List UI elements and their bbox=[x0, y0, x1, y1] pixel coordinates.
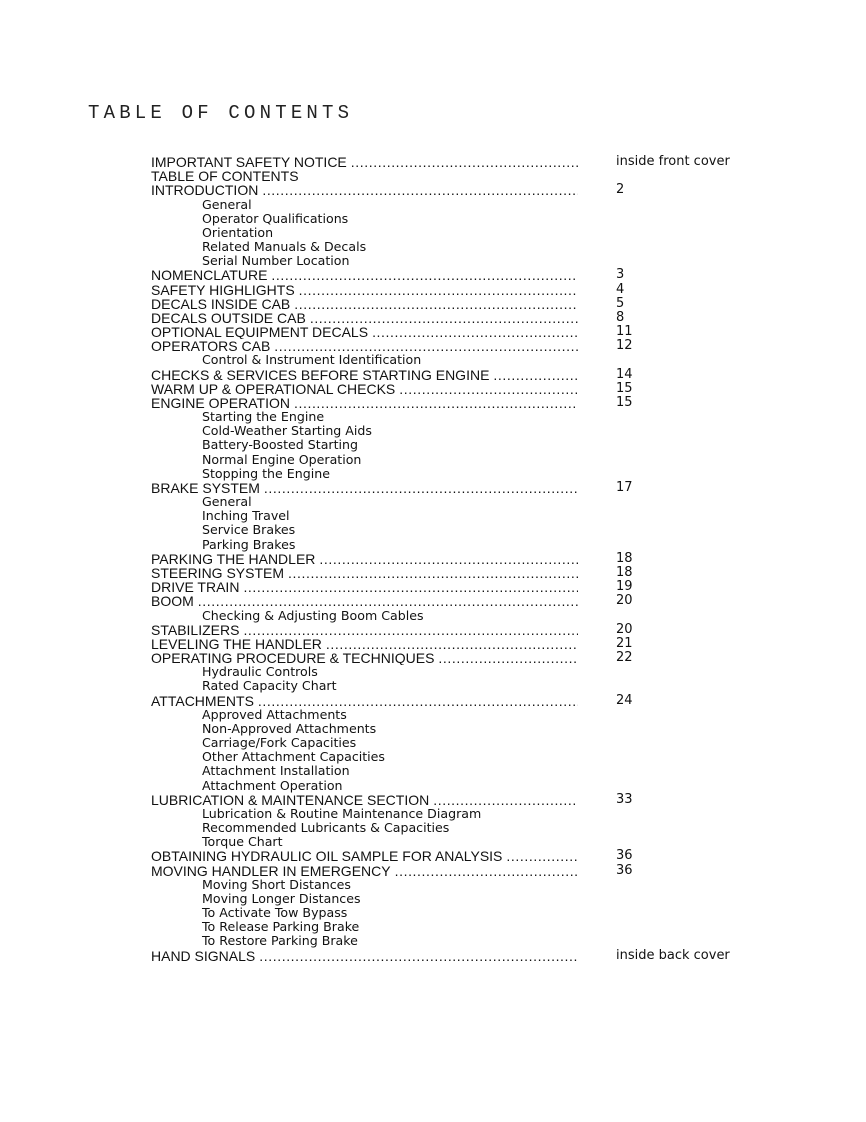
dot-leader bbox=[319, 552, 578, 566]
toc-entry-page: 21 bbox=[616, 635, 633, 651]
dot-leader bbox=[399, 382, 578, 396]
toc-entry-leader bbox=[151, 623, 578, 637]
toc-subentry: Normal Engine Operation bbox=[202, 451, 362, 467]
toc-entry bbox=[151, 580, 771, 594]
toc-entry-leader bbox=[151, 311, 578, 325]
toc-subentry: Attachment Installation bbox=[202, 763, 350, 779]
toc-entry bbox=[151, 382, 771, 396]
toc-subentry: Related Manuals & Decals bbox=[202, 239, 367, 255]
toc-entry-page: 33 bbox=[616, 791, 633, 807]
dot-leader bbox=[259, 949, 578, 963]
toc-subentry: General bbox=[202, 494, 252, 510]
toc-entry bbox=[151, 311, 771, 325]
toc-entry bbox=[151, 849, 771, 863]
toc-entry-leader bbox=[151, 552, 578, 566]
toc-entry bbox=[151, 552, 771, 566]
toc-entry-label: LUBRICATION & MAINTENANCE SECTION bbox=[151, 792, 430, 807]
toc-entry bbox=[151, 155, 771, 169]
toc-entry-label: PARKING THE HANDLER bbox=[151, 551, 316, 566]
toc-entry-leader bbox=[151, 183, 578, 197]
toc-entry bbox=[151, 651, 771, 665]
toc-entry-leader bbox=[151, 637, 578, 651]
toc-subentry: Attachment Operation bbox=[202, 777, 343, 793]
toc-entry-label: DECALS OUTSIDE CAB bbox=[151, 310, 306, 326]
toc-subentry: Other Attachment Capacities bbox=[202, 749, 385, 765]
toc-entry-label: STEERING SYSTEM bbox=[151, 565, 285, 581]
dot-leader bbox=[258, 694, 578, 708]
toc-subentry: Operator Qualifications bbox=[202, 210, 349, 226]
toc-entry bbox=[151, 793, 771, 807]
toc-subentry: Moving Longer Distances bbox=[202, 890, 361, 906]
toc-subentry: Orientation bbox=[202, 224, 274, 240]
toc-entry-label: OPERATORS CAB bbox=[151, 339, 271, 354]
toc-subentry: Recommended Lubricants & Capacities bbox=[202, 820, 450, 836]
toc-subentry: To Activate Tow Bypass bbox=[202, 905, 348, 921]
toc-entry-page: 22 bbox=[616, 650, 633, 666]
toc-entry-label: ATTACHMENTS bbox=[151, 693, 254, 708]
toc-subentry: Cold-Weather Starting Aids bbox=[202, 423, 372, 439]
toc-entry-leader bbox=[151, 155, 578, 169]
toc-entry-page: 36 bbox=[616, 862, 633, 878]
toc-entry bbox=[151, 339, 771, 353]
toc-entry-leader bbox=[151, 325, 578, 339]
toc-entry-label: MOVING HANDLER IN EMERGENCY bbox=[151, 863, 391, 878]
toc-entry-leader bbox=[151, 169, 578, 183]
toc-entry-label: INTRODUCTION bbox=[151, 183, 259, 198]
toc-entry bbox=[151, 368, 771, 382]
toc-entry-leader bbox=[151, 566, 578, 580]
toc-entry-label: STABILIZERS bbox=[151, 622, 240, 637]
toc-entry-label: HAND SIGNALS bbox=[151, 948, 256, 963]
toc-subentry: To Release Parking Brake bbox=[202, 919, 360, 935]
toc-entry-leader bbox=[151, 396, 578, 410]
toc-entry-leader bbox=[151, 651, 578, 665]
toc-subentry: Moving Short Distances bbox=[202, 876, 351, 892]
toc-entry-leader bbox=[151, 864, 578, 878]
toc-entry-page: 11 bbox=[616, 324, 633, 340]
toc-entry-page: 5 bbox=[616, 295, 625, 311]
toc-entry bbox=[151, 637, 771, 651]
toc-entry-page: 20 bbox=[616, 621, 633, 637]
toc-entry-label: ENGINE OPERATION bbox=[151, 395, 290, 411]
toc-entry-page: 20 bbox=[616, 593, 633, 609]
toc-entry-page: 2 bbox=[616, 182, 625, 198]
toc-entry-label: OPERATING PROCEDURE & TECHNIQUES bbox=[151, 651, 435, 666]
toc-subentry: Battery-Boosted Starting bbox=[202, 437, 359, 453]
toc-entry-label: CHECKS & SERVICES BEFORE STARTING ENGINE bbox=[151, 367, 490, 382]
toc-entry-page: 15 bbox=[616, 394, 633, 410]
toc-entry-leader bbox=[151, 481, 578, 495]
toc-entry-page: 18 bbox=[616, 564, 633, 580]
toc-entry-page: 15 bbox=[616, 380, 633, 396]
toc-entry-page: 19 bbox=[616, 579, 633, 595]
page-title: TABLE OF CONTENTS bbox=[88, 102, 354, 124]
toc-entry-leader bbox=[151, 949, 578, 963]
toc-entry bbox=[151, 864, 771, 878]
toc-subentry: Carriage/Fork Capacities bbox=[202, 735, 357, 751]
toc-entry-leader bbox=[151, 580, 578, 594]
toc-entry-leader bbox=[151, 268, 578, 282]
toc-subentry: Lubrication & Routine Maintenance Diagram bbox=[202, 805, 482, 821]
toc-entry-label: DECALS INSIDE CAB bbox=[151, 296, 291, 311]
dot-leader bbox=[271, 268, 578, 282]
toc-subentry: Control & Instrument Identification bbox=[202, 352, 422, 368]
dot-leader bbox=[243, 580, 578, 594]
toc-entry-leader bbox=[151, 793, 578, 807]
toc-subentry: Torque Chart bbox=[202, 834, 283, 850]
toc-subentry: Service Brakes bbox=[202, 522, 296, 538]
dot-leader bbox=[262, 183, 578, 197]
toc-entry-label: BOOM bbox=[151, 594, 194, 609]
toc-entry-leader bbox=[151, 849, 578, 863]
dot-leader bbox=[433, 793, 578, 807]
toc-entry-page: 12 bbox=[616, 338, 633, 354]
toc-entry-page: inside back cover bbox=[616, 947, 730, 963]
dot-leader bbox=[264, 481, 578, 495]
dot-leader bbox=[294, 396, 578, 410]
toc-entry-leader bbox=[151, 339, 578, 353]
dot-leader bbox=[274, 339, 578, 353]
toc-entry-page: 4 bbox=[616, 281, 625, 297]
toc-entry-page: 14 bbox=[616, 366, 633, 382]
toc-subentry: Parking Brakes bbox=[202, 536, 296, 552]
toc-entry bbox=[151, 949, 771, 963]
dot-leader bbox=[351, 155, 578, 169]
dot-leader bbox=[372, 325, 578, 339]
toc-entry-label: IMPORTANT SAFETY NOTICE bbox=[151, 155, 347, 170]
toc-subentry: Starting the Engine bbox=[202, 409, 325, 425]
dot-leader bbox=[243, 623, 578, 637]
toc-entry-label: OPTIONAL EQUIPMENT DECALS bbox=[151, 325, 369, 340]
toc-entry-label: BRAKE SYSTEM bbox=[151, 480, 260, 496]
toc-entry bbox=[151, 169, 771, 183]
toc-entry bbox=[151, 268, 771, 282]
toc-entry-page: inside front cover bbox=[616, 154, 730, 169]
toc-entry-page: 18 bbox=[616, 550, 633, 566]
dot-leader bbox=[288, 566, 578, 580]
dot-leader bbox=[438, 651, 578, 665]
table-of-contents bbox=[151, 155, 771, 963]
toc-entry-page: 3 bbox=[616, 267, 625, 283]
toc-entry-leader bbox=[151, 297, 578, 311]
dot-leader bbox=[198, 594, 578, 608]
toc-subentry: Rated Capacity Chart bbox=[202, 678, 337, 694]
dot-leader bbox=[294, 297, 578, 311]
toc-entry bbox=[151, 594, 771, 608]
toc-subentry: Hydraulic Controls bbox=[202, 664, 318, 680]
toc-entry bbox=[151, 623, 771, 637]
toc-entry bbox=[151, 183, 771, 197]
toc-entry bbox=[151, 283, 771, 297]
dot-leader bbox=[493, 368, 578, 382]
toc-entry-page: 36 bbox=[616, 848, 633, 864]
toc-subentry: Approved Attachments bbox=[202, 706, 347, 722]
toc-subentry: Serial Number Location bbox=[202, 253, 350, 269]
dot-leader bbox=[395, 864, 578, 878]
toc-subentry: Non-Approved Attachments bbox=[202, 720, 377, 736]
toc-entry-label: OBTAINING HYDRAULIC OIL SAMPLE FOR ANALYSIS bbox=[151, 849, 503, 864]
toc-subentry: To Restore Parking Brake bbox=[202, 933, 358, 949]
toc-entry-leader bbox=[151, 694, 578, 708]
toc-entry bbox=[151, 566, 771, 580]
toc-entry-leader bbox=[151, 368, 578, 382]
toc-entry-page: 24 bbox=[616, 692, 633, 708]
toc-entry-leader bbox=[151, 382, 578, 396]
toc-subentry: General bbox=[202, 196, 252, 212]
dot-leader bbox=[506, 849, 578, 863]
toc-entry-label: SAFETY HIGHLIGHTS bbox=[151, 282, 295, 297]
toc-entry-label: NOMENCLATURE bbox=[151, 268, 268, 283]
toc-entry-label: LEVELING THE HANDLER bbox=[151, 636, 322, 652]
toc-entry bbox=[151, 396, 771, 410]
toc-subentry: Checking & Adjusting Boom Cables bbox=[202, 607, 424, 623]
toc-subentry: Stopping the Engine bbox=[202, 465, 330, 481]
toc-entry-leader bbox=[151, 594, 578, 608]
toc-entry bbox=[151, 694, 771, 708]
toc-entry-label: WARM UP & OPERATIONAL CHECKS bbox=[151, 381, 396, 396]
dot-leader bbox=[299, 283, 578, 297]
toc-entry bbox=[151, 297, 771, 311]
toc-entry bbox=[151, 325, 771, 339]
dot-leader bbox=[326, 637, 578, 651]
toc-entry-label: DRIVE TRAIN bbox=[151, 580, 240, 595]
toc-entry-leader bbox=[151, 283, 578, 297]
toc-entry-page: 8 bbox=[616, 309, 625, 325]
toc-entry bbox=[151, 481, 771, 495]
toc-entry-label: TABLE OF CONTENTS bbox=[151, 169, 299, 184]
toc-subentry: Inching Travel bbox=[202, 508, 290, 524]
dot-leader bbox=[310, 311, 578, 325]
toc-entry-page: 17 bbox=[616, 479, 633, 495]
